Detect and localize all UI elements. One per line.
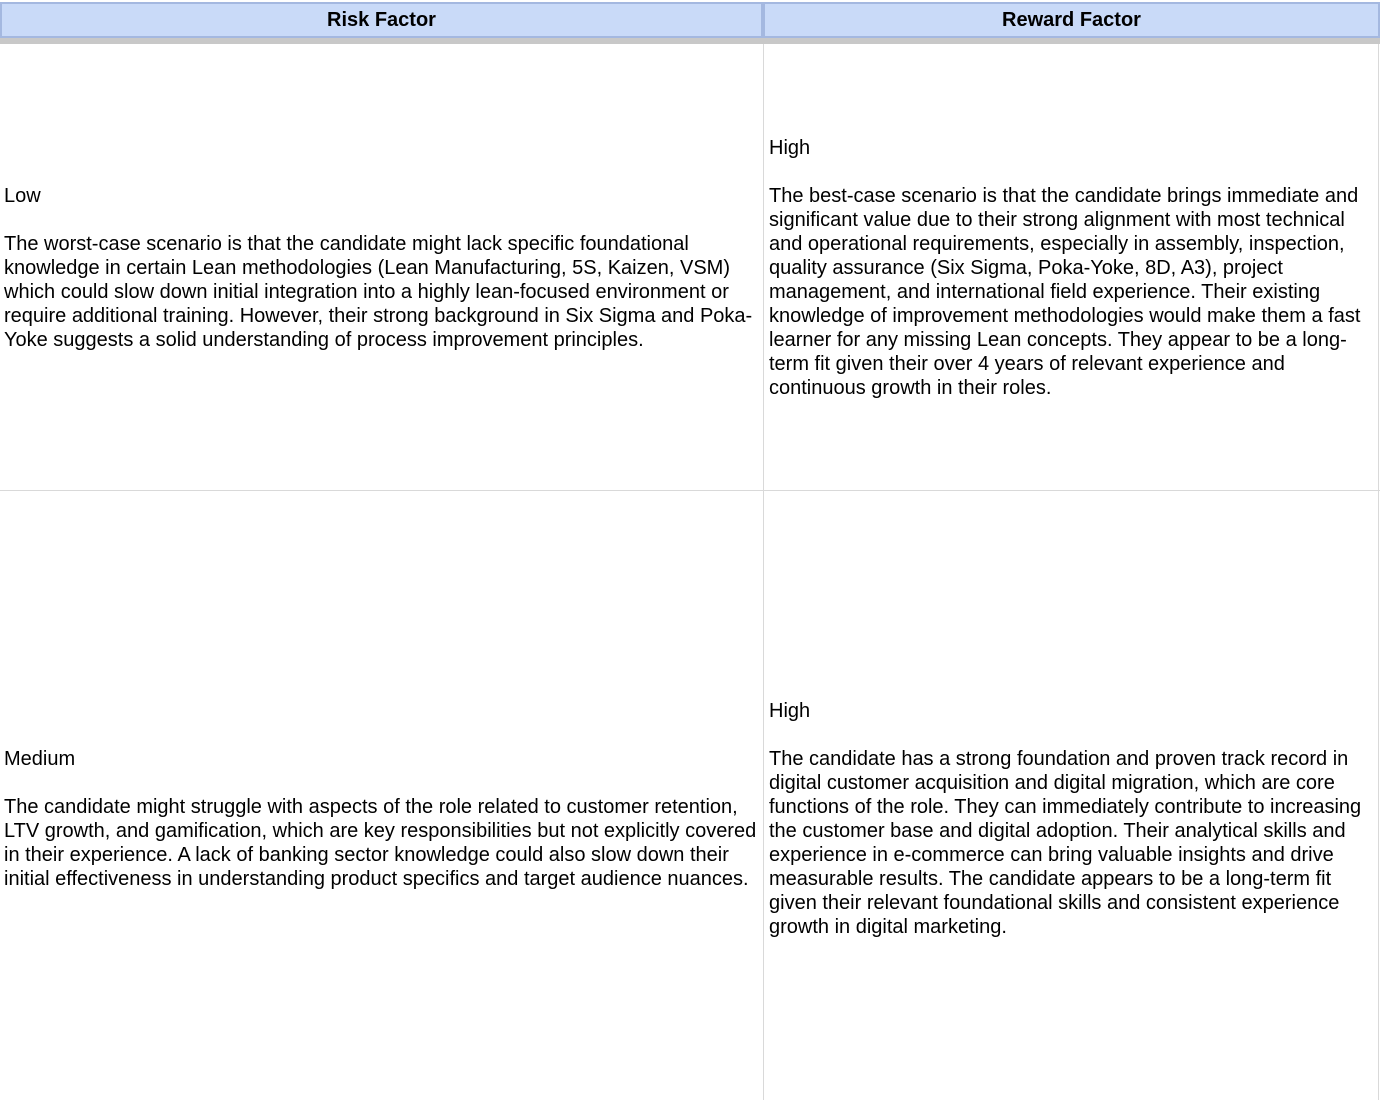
header-cell-risk-factor[interactable] (0, 2, 763, 38)
reward-cell-row-2[interactable] (764, 491, 1379, 1100)
reward-cell-row-1[interactable] (764, 45, 1379, 490)
risk-description: The worst-case scenario is that the candidate might lack specific foundational knowledge in certain Lean methodologies (Lean Manufacturing, 5S, Kaizen, VSM) which could slow down initial integration into a highly lean-focused environment or require additional training. However, their strong background in Six Sigma and Poka-Yoke suggests a solid understanding of process improvement principles. (4, 232, 753, 351)
reward-description: The best-case scenario is that the candidate brings immediate and significant value due to their strong alignment with most technical and operational requirements, especially in assembly, inspection, quality assurance (Six Sigma, Poka-Yoke, 8D, A3), project management, and international field experience. Their existing knowledge of improvement methodologies would make them a fast learner for any missing Lean concepts. They appear to be a long-term fit given their over 4 years of relevant experience and continuous growth in their roles. (769, 184, 1361, 399)
reward-description: The candidate has a strong foundation and proven track record in digital customer acquisition and digital migration, which are core functions of the role. They can immediately contribute to increasing the customer base and digital adoption. Their analytical skills and experience in e-commerce can bring valuable insights and drive measurable results. The candidate appears to be a long-term fit given their relevant foundational skills and consistent experience growth in digital marketing. (769, 748, 1362, 938)
risk-description: The candidate might struggle with aspects of the role related to customer retention, LTV growth, and gamification, which are key responsibilities but not explicitly covered in their experience. A lack of banking sector knowledge could also slow down their initial effectiveness in understanding product specifics and target audience nuances. (4, 796, 757, 890)
header-label-risk-factor: Risk Factor (327, 8, 436, 31)
risk-cell-row-1[interactable] (0, 45, 763, 490)
risk-cell-row-2[interactable] (0, 491, 763, 1100)
reward-level: High (769, 136, 811, 159)
risk-level: Medium (4, 748, 76, 770)
risk-level: Low (4, 184, 41, 207)
reward-level: High (769, 700, 811, 722)
frozen-row-divider[interactable] (0, 38, 1380, 44)
header-row (0, 0, 1380, 40)
header-cell-reward-factor[interactable] (763, 2, 1380, 38)
header-label-reward-factor: Reward Factor (1002, 8, 1141, 31)
